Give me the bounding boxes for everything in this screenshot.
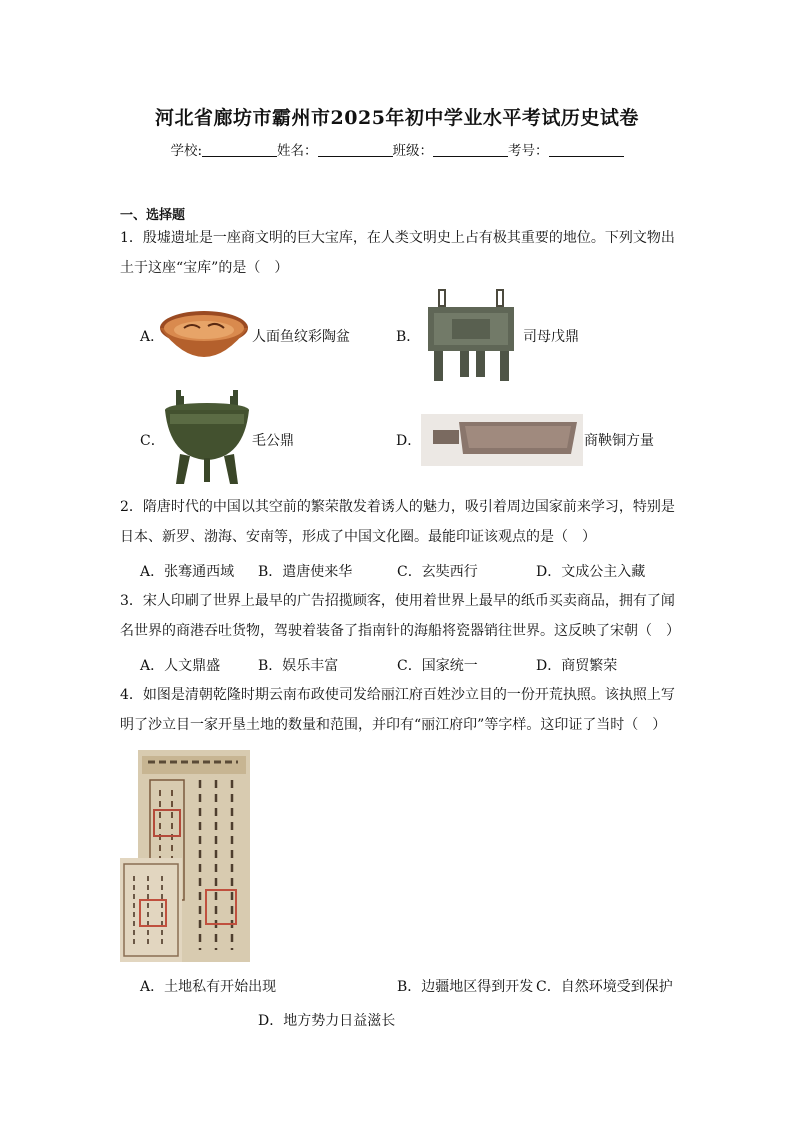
maogong-ding-image [162,388,252,488]
name-label: 姓名： [277,143,318,159]
q1-option-b-letter[interactable]: B． [396,329,421,345]
q3-option-c[interactable]: C．国家统一 [397,658,478,674]
class-label: 班级： [392,143,434,159]
painted-pottery-basin-image [158,306,250,366]
q1-option-c-letter[interactable]: C． [140,433,165,449]
school-label: 学校: [170,143,203,159]
q2-option-d[interactable]: D．文成公主入藏 [536,564,646,580]
student-info-line [0,139,794,159]
q2-option-b[interactable]: B．遣唐使来华 [258,564,353,580]
q3-option-d[interactable]: D．商贸繁荣 [536,658,618,674]
school-blank[interactable] [202,142,277,157]
q4-option-b[interactable]: B．边疆地区得到开发 [397,979,534,995]
question-3-stem: 3．宋人印刷了世界上最早的广告招揽顾客，使用着世界上最早的纸币买卖商品，拥有了闻名世界的商港吞吐货物，驾驶着装备了指南针的海船将瓷器销往世界。这反映了宋朝（ ） [120,593,680,639]
q1-option-d-letter[interactable]: D． [396,433,422,449]
simuwu-ding-image [424,287,518,383]
question-2-stem: 2．隋唐时代的中国以其空前的繁荣散发着诱人的魅力，吸引着周边国家前来学习，特别是日本、新罗、渤海、安南等，形成了中国文化圈。最能印证该观点的是（ ） [120,499,675,545]
shang-yang-bronze-measure-image [421,414,583,466]
q1-option-c-text: 毛公鼎 [252,433,294,449]
q3-option-a[interactable]: A．人文鼎盛 [140,658,221,674]
q1-option-b-text: 司母戊鼎 [523,329,579,345]
name-blank[interactable] [318,142,393,157]
q1-option-a-text: 人面鱼纹彩陶盆 [252,329,350,345]
class-blank[interactable] [433,142,508,157]
q4-option-c[interactable]: C．自然环境受到保护 [536,979,673,995]
exam-title: 河北省廊坊市霸州市2025年初中学业水平考试历史试卷 [155,107,639,129]
land-reclamation-license-image [120,750,252,962]
number-label: 考号： [508,143,549,159]
q2-option-c[interactable]: C．玄奘西行 [397,564,478,580]
q4-option-a[interactable]: A．土地私有开始出现 [140,979,277,995]
q1-option-d-text: 商鞅铜方量 [584,433,654,449]
q4-option-d[interactable]: D．地方势力日益滋长 [258,1013,396,1029]
q3-option-b[interactable]: B．娱乐丰富 [258,658,339,674]
number-blank[interactable] [549,142,624,157]
q1-option-a-letter[interactable]: A． [140,329,165,345]
question-1-stem: 1．殷墟遗址是一座商文明的巨大宝库，在人类文明史上占有极其重要的地位。下列文物出土于这座“宝库”的是（ ） [120,230,675,276]
section-title: 一、选择题 [120,208,186,223]
q2-option-a[interactable]: A．张骞通西域 [140,564,235,580]
question-4-stem: 4．如图是清朝乾隆时期云南布政使司发给丽江府百姓沙立目的一份开荒执照。该执照上写明了沙立目一家开垦土地的数量和范围，并印有“丽江府印”等字样。这印证了当时（ ） [120,687,675,733]
